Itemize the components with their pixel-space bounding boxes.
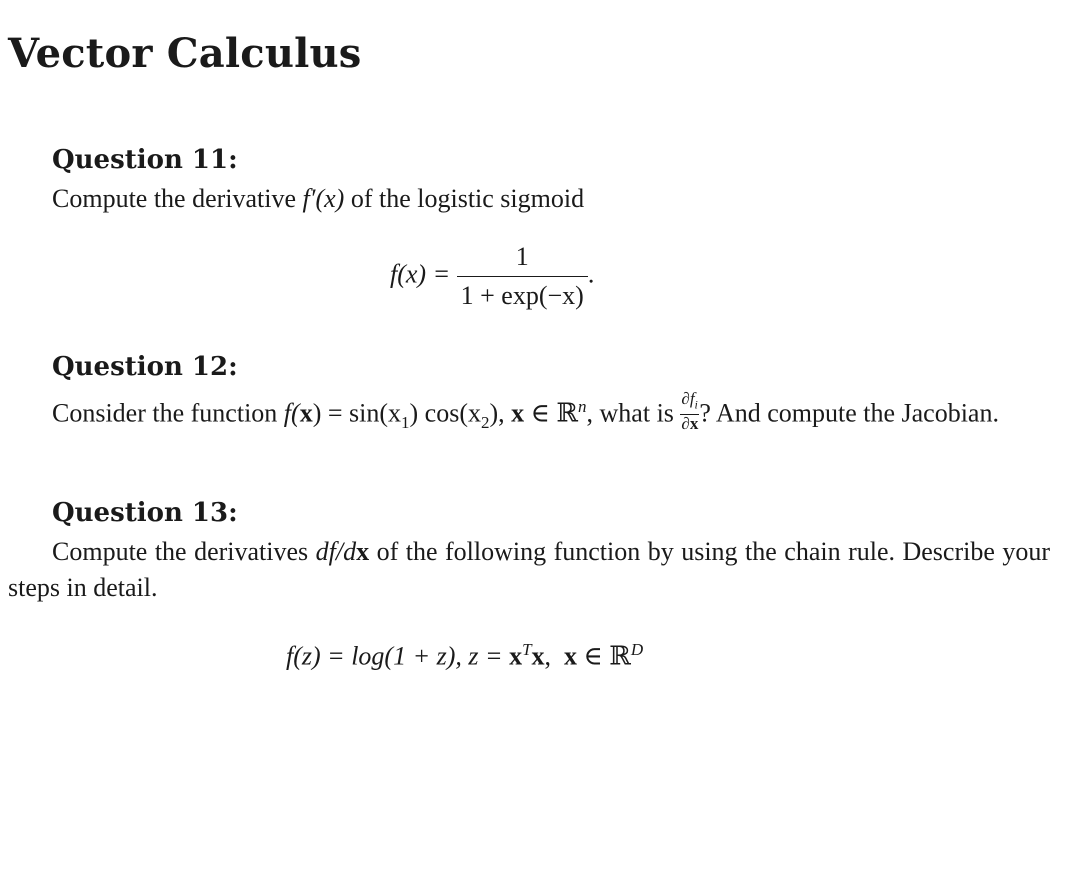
question-13-heading: Question 13: bbox=[52, 498, 238, 528]
question-11-heading: Question 11: bbox=[52, 145, 238, 175]
question-12-func-end: ), bbox=[489, 398, 505, 428]
question-12-sub1: 1 bbox=[401, 412, 410, 432]
question-12-set-vec: x bbox=[511, 398, 525, 428]
eq13-part1: f(z) = log(1 + z), z = bbox=[286, 641, 510, 671]
sigmoid-fraction bbox=[457, 242, 588, 311]
question-12-sub2: 2 bbox=[481, 412, 490, 432]
question-12-text-a: Consider the function bbox=[52, 398, 278, 428]
eq13-part2: , bbox=[544, 641, 565, 671]
question-12-heading: Question 12: bbox=[52, 352, 238, 382]
sigmoid-numerator: 1 bbox=[515, 242, 529, 271]
chain-rule-equation bbox=[286, 640, 643, 672]
question-12-text-c: ? And compute the Jacobian. bbox=[699, 398, 999, 428]
question-11-text-suffix: of the logistic sigmoid bbox=[350, 184, 585, 213]
question-11-text-prefix: Compute the derivative bbox=[52, 184, 297, 213]
question-11-fprime: f′(x) bbox=[302, 184, 345, 213]
question-12-func-lhs: f( bbox=[283, 398, 300, 428]
question-12-text-b: , what is bbox=[586, 398, 674, 428]
eq13-sup-t: T bbox=[522, 640, 532, 659]
question-12-func-vec: x bbox=[299, 398, 313, 428]
eq13-sup-d: D bbox=[630, 640, 644, 659]
partial-denominator: ∂x bbox=[681, 413, 699, 433]
sigmoid-denominator: 1 + exp(−x) bbox=[457, 276, 588, 311]
eq13-x3: x bbox=[564, 641, 578, 671]
question-13-text bbox=[8, 534, 1050, 606]
eq13-x1: x bbox=[509, 641, 523, 671]
sigmoid-equation bbox=[390, 242, 594, 311]
question-11-text bbox=[52, 181, 1052, 217]
question-12-func-rhs: ) = sin(x bbox=[312, 398, 402, 428]
question-13-text-a: Compute the derivatives bbox=[52, 537, 309, 566]
question-13-deriv: df/d bbox=[315, 537, 357, 566]
page-title: Vector Calculus bbox=[8, 30, 362, 77]
eq13-part3: ∈ ℝ bbox=[577, 641, 631, 671]
partial-numerator: $\partial f_i$ bbox=[681, 389, 698, 412]
question-12-func-mid: ) cos(x bbox=[409, 398, 481, 428]
question-12-text bbox=[8, 389, 1050, 441]
partial-derivative-fraction bbox=[680, 391, 699, 431]
question-12-set-in: ∈ ℝ bbox=[530, 398, 579, 428]
question-13-text-b: of the following function by using the chain rule. Describe your steps in detail. bbox=[8, 537, 1051, 602]
sigmoid-lhs: f(x) = bbox=[390, 259, 451, 289]
question-12-set-sup: n bbox=[578, 397, 587, 416]
sigmoid-trailing: . bbox=[587, 259, 595, 289]
question-13-deriv-vec: x bbox=[356, 537, 370, 566]
eq13-x2: x bbox=[531, 641, 545, 671]
